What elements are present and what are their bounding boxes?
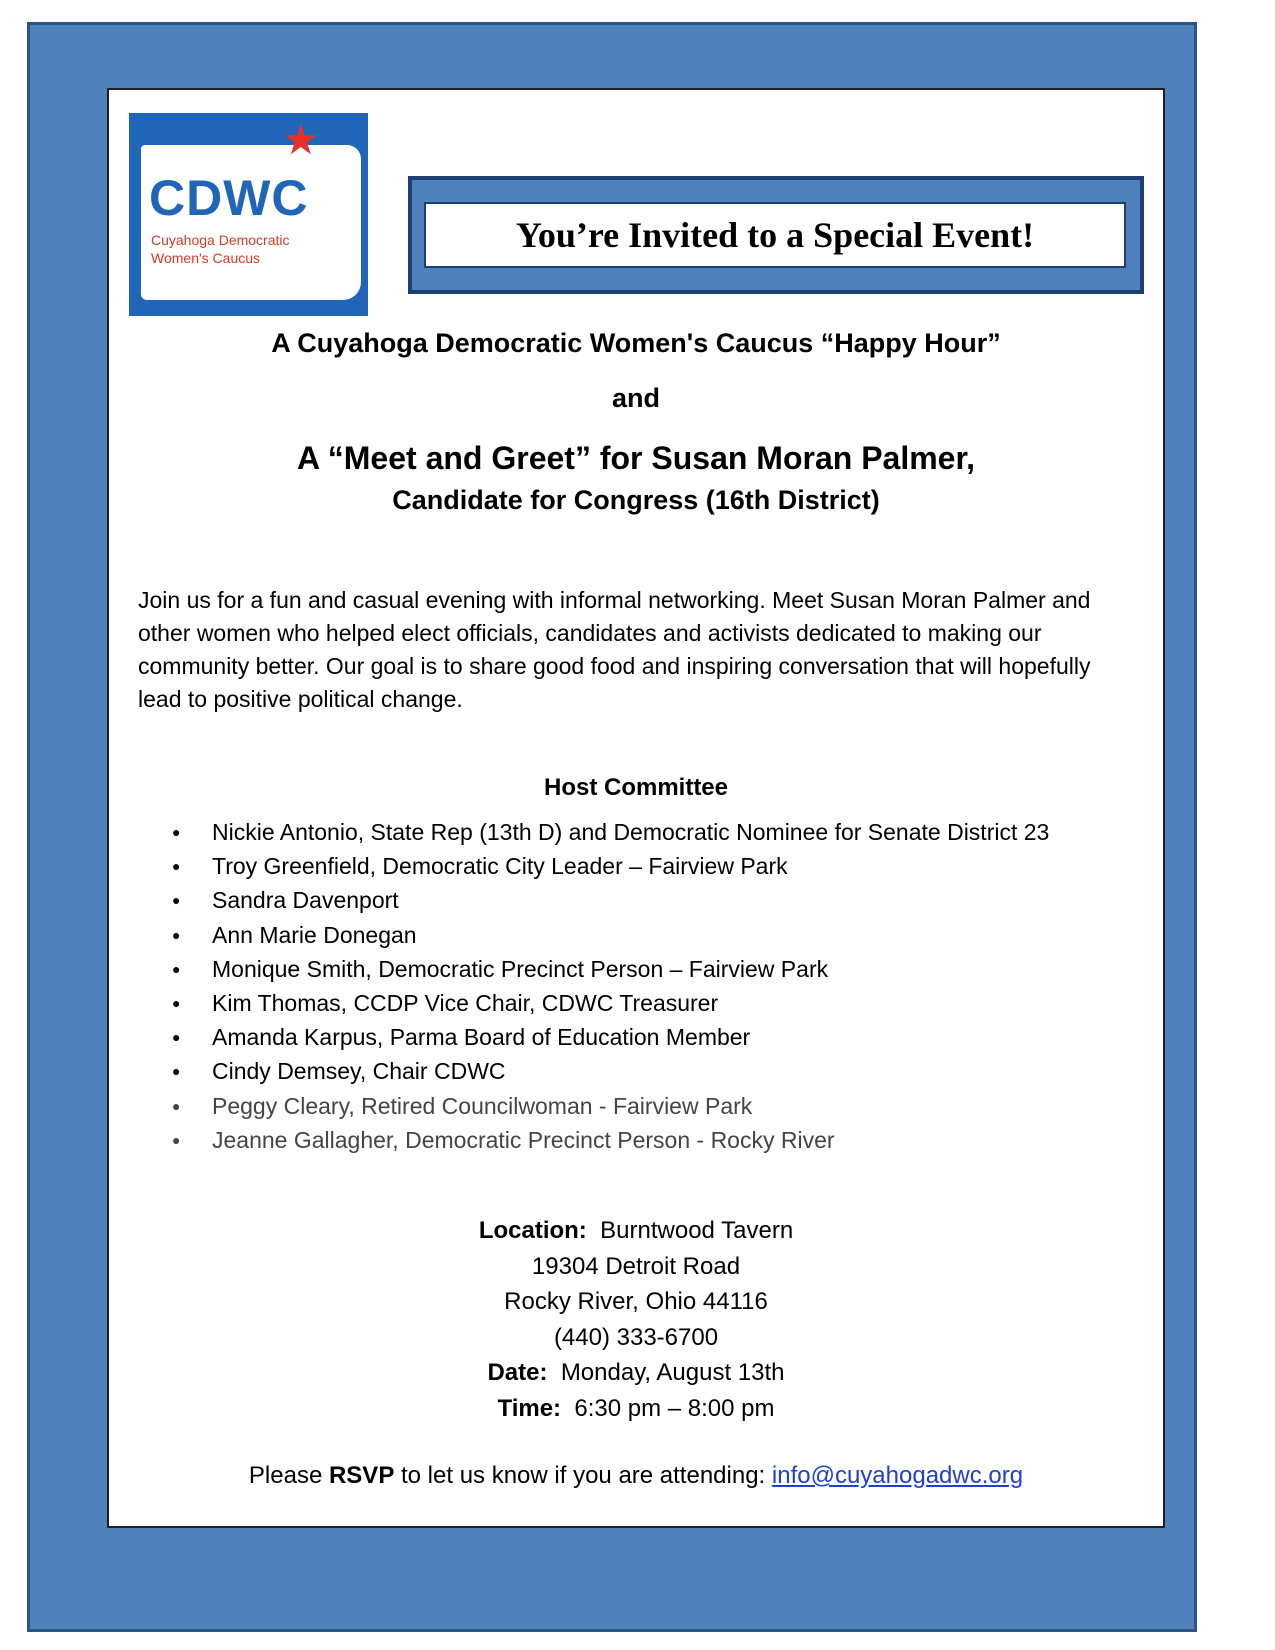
list-item: ● Ann Marie Donegan <box>172 918 1049 952</box>
event-details <box>107 1213 1165 1426</box>
rsvp-email-link[interactable]: info@cuyahogadwc.org <box>771 1462 1024 1489</box>
headline-connector: and <box>611 383 660 413</box>
rsvp-line <box>107 1462 1165 1490</box>
logo-name-line1: Cuyahoga Democratic <box>151 232 290 248</box>
invitation-title: You’re Invited to a Special Event! <box>515 215 1035 255</box>
headline-happy-hour: A Cuyahoga Democratic Women's Caucus “Happy Hour” <box>271 328 1001 358</box>
time-value: 6:30 pm – 8:00 pm <box>574 1394 775 1422</box>
logo-name-line2: Women's Caucus <box>151 250 261 266</box>
date-value: Monday, August 13th <box>560 1359 785 1386</box>
rsvp-prefix: Please <box>248 1462 329 1489</box>
date-label: Date: <box>487 1359 548 1386</box>
list-item: ● Sandra Davenport <box>172 883 1049 917</box>
list-item: ● Nickie Antonio, State Rep (13th D) and Democratic Nominee for Senate District 23 <box>172 815 1049 849</box>
list-item: ● Jeanne Gallagher, Democratic Precinct Person - Rocky River <box>172 1123 1049 1157</box>
invitation-banner <box>408 176 1144 294</box>
date-line <box>107 1355 1165 1391</box>
logo-full-name <box>151 231 341 267</box>
invitation-banner-box <box>424 202 1126 268</box>
list-item: ● Monique Smith, Democratic Precinct Person – Fairview Park <box>172 952 1049 986</box>
host-committee-title: Host Committee <box>543 774 729 801</box>
list-item: ● Troy Greenfield, Democratic City Leader – Fairview Park <box>172 849 1049 883</box>
location-name: Burntwood Tavern <box>600 1217 794 1244</box>
list-item: ● Amanda Karpus, Parma Board of Education Member <box>172 1020 1049 1054</box>
phone-number: (440) 333-6700 <box>553 1323 719 1351</box>
list-item: ● Peggy Cleary, Retired Councilwoman - Fairview Park <box>172 1089 1049 1123</box>
logo-abbreviation: CDWC <box>149 170 309 226</box>
host-committee-heading <box>107 774 1165 802</box>
headline-meet-and-greet: A “Meet and Greet” for Susan Moran Palmer, <box>296 440 976 476</box>
location-line <box>107 1213 1165 1249</box>
intro-paragraph: Join us for a fun and casual evening with informal networking. Meet Susan Moran Palmer and other women who helped elect officials, candidates and activists dedicated to making our community better. Our goal is to share good food and inspiring conversation that will hopefully lead to positive political change. <box>138 587 1091 712</box>
rsvp-keyword: RSVP <box>328 1462 395 1489</box>
star-icon: ★ <box>282 116 320 163</box>
address-line2: Rocky River, Ohio 44116 <box>504 1288 768 1315</box>
rsvp-suffix: to let us know if you are attending: <box>394 1462 772 1489</box>
headline-candidate: Candidate for Congress (16th District) <box>392 485 880 515</box>
time-line <box>107 1391 1165 1427</box>
address-line1: 19304 Detroit Road <box>531 1252 741 1280</box>
cdwc-logo <box>129 113 368 316</box>
list-item: ● Kim Thomas, CCDP Vice Chair, CDWC Treasurer <box>172 986 1049 1020</box>
host-committee-list <box>172 815 1049 1157</box>
location-label: Location: <box>478 1217 587 1244</box>
list-item: ● Cindy Demsey, Chair CDWC <box>172 1054 1049 1088</box>
time-label: Time: <box>497 1394 562 1422</box>
